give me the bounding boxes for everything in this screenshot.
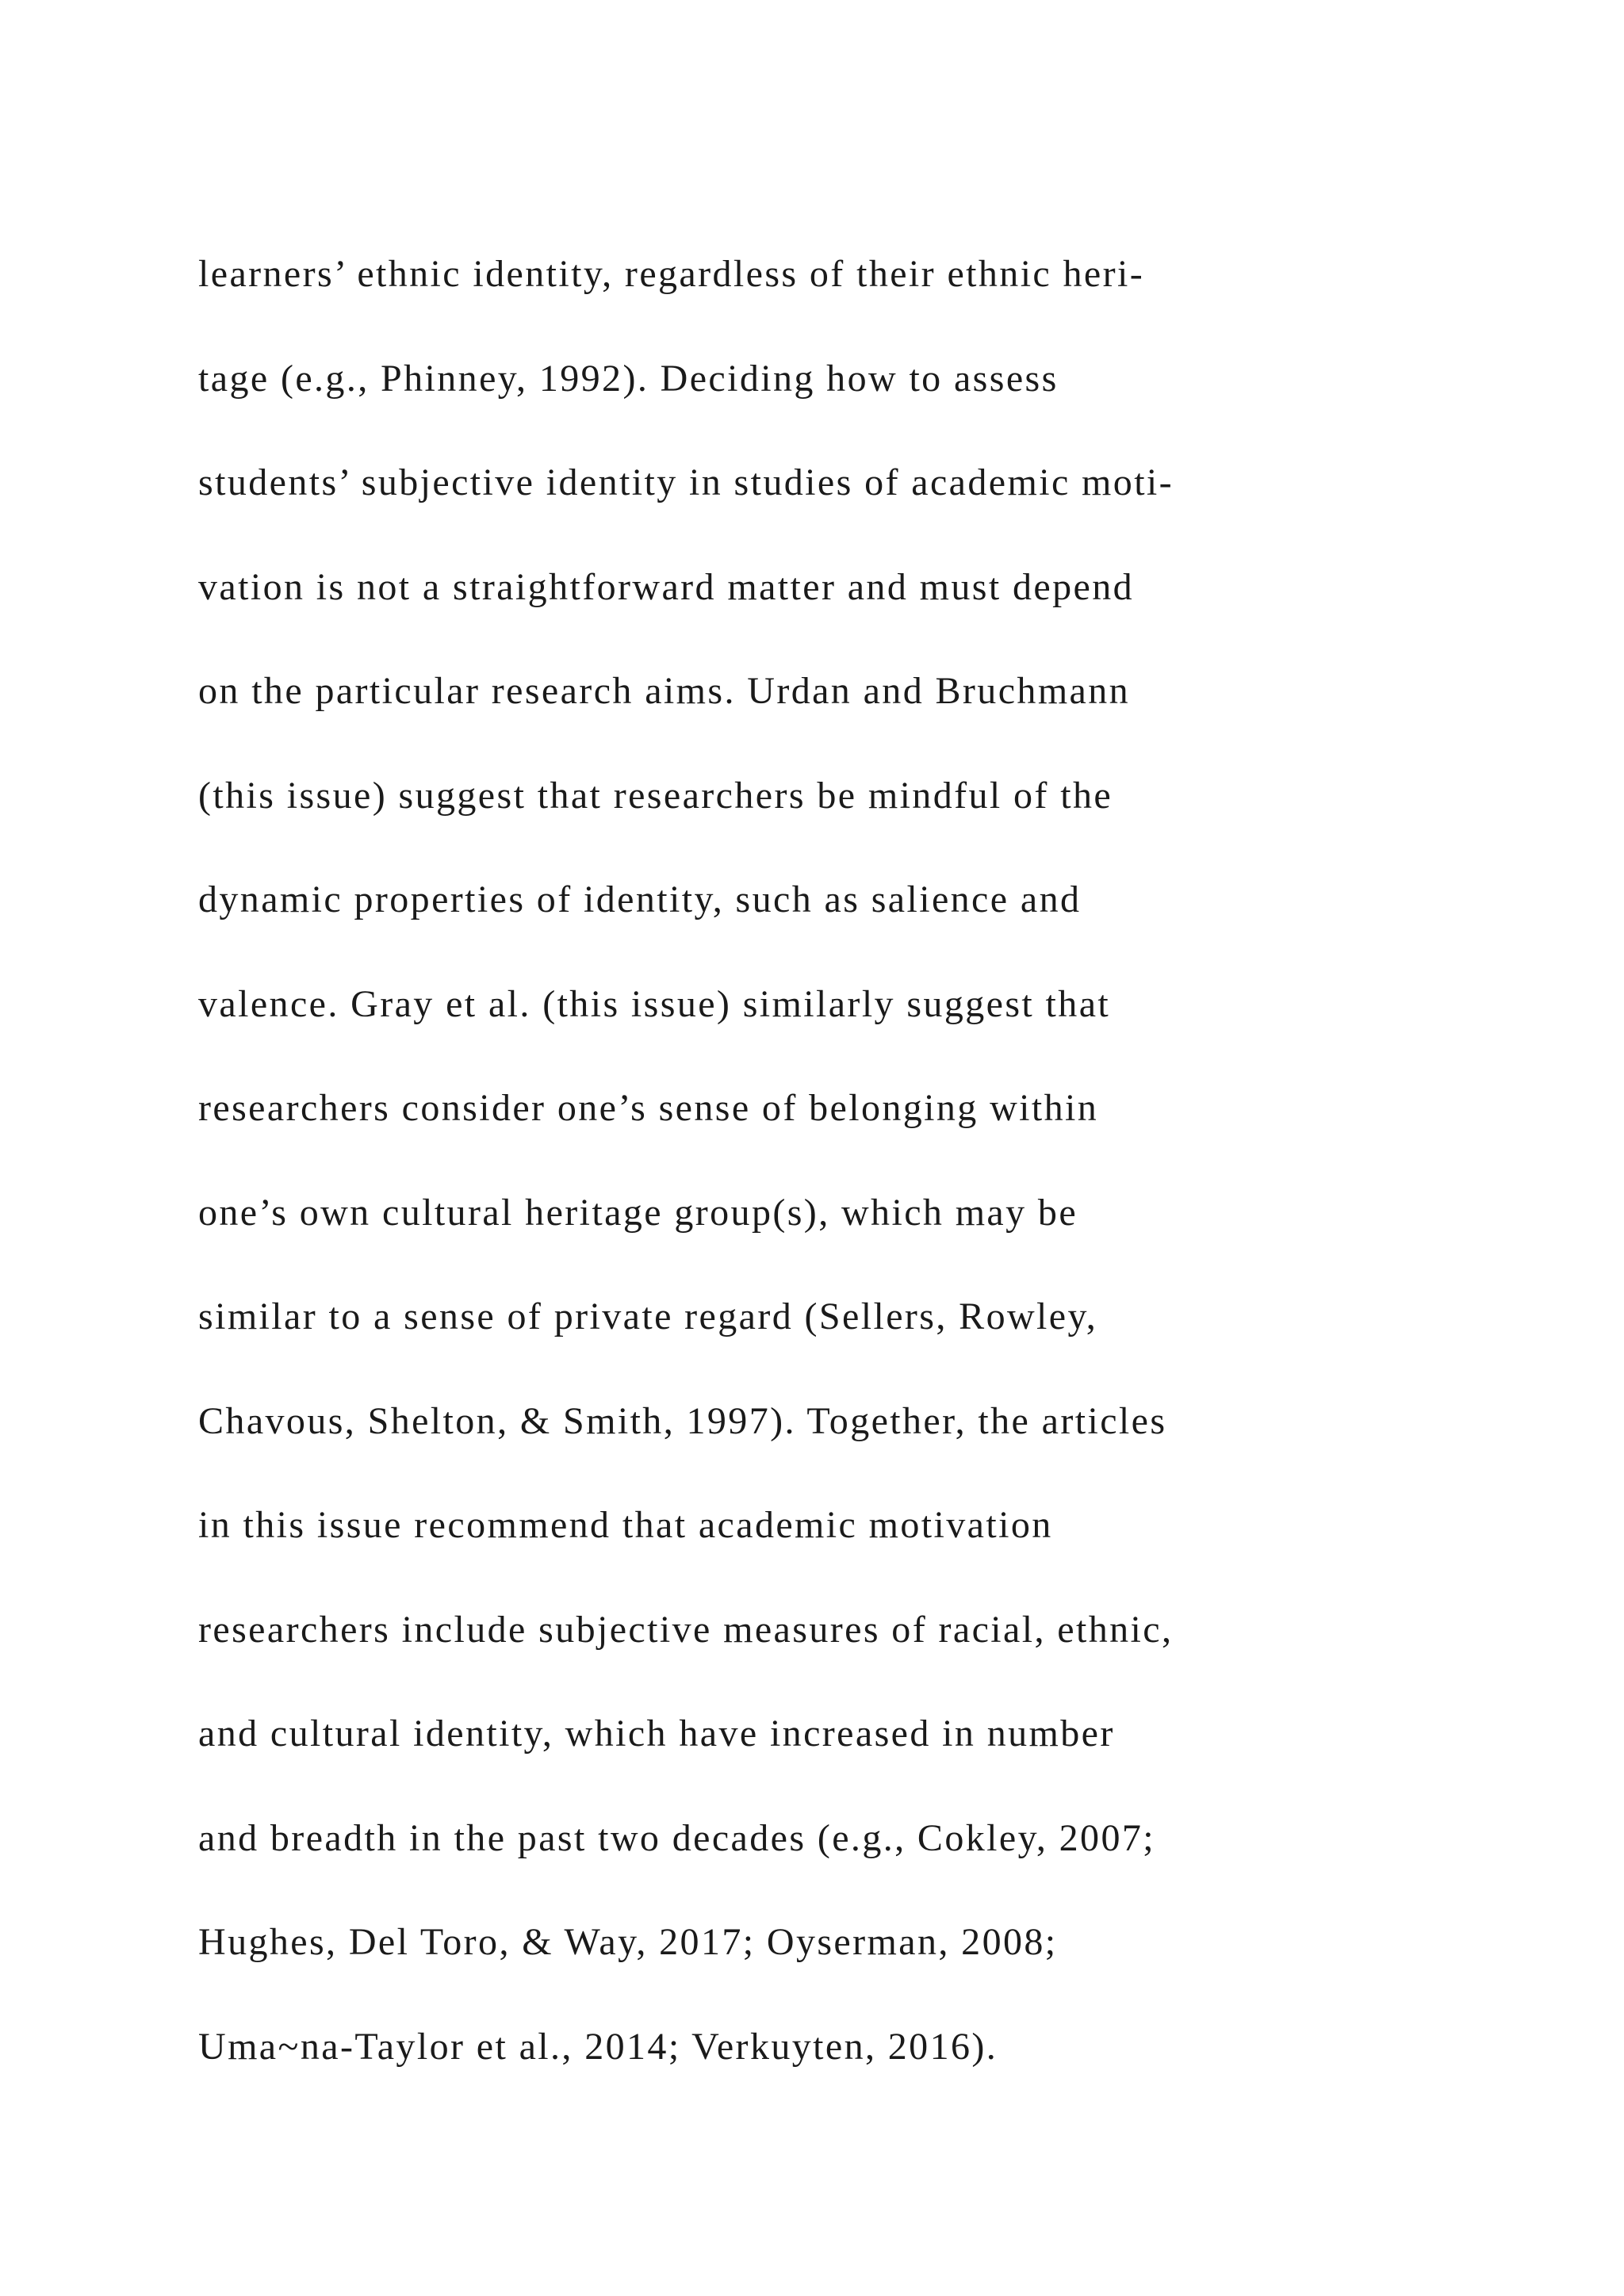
text-line: in this issue recommend that academic motivation (198, 1504, 1053, 1546)
text-line: vation is not a straightforward matter and must depend (198, 565, 1134, 608)
text-line: Uma~na-Taylor et al., 2014; Verkuyten, 2016). (198, 2025, 998, 2068)
text-line: Hughes, Del Toro, & Way, 2017; Oyserman, 2008; (198, 1921, 1058, 1963)
text-line: (this issue) suggest that researchers be mindful of the (198, 774, 1113, 817)
text-line: one’s own cultural heritage group(s), which may be (198, 1191, 1078, 1234)
text-line: and cultural identity, which have increased in number (198, 1712, 1115, 1755)
text-line: valence. Gray et al. (this issue) similarly suggest that (198, 982, 1111, 1025)
text-line: researchers consider one’s sense of belonging within (198, 1087, 1099, 1129)
text-line: learners’ ethnic identity, regardless of their ethnic heri- (198, 253, 1145, 295)
text-line: Chavous, Shelton, & Smith, 1997). Together, the articles (198, 1399, 1167, 1442)
body-paragraph (198, 246, 1546, 2122)
text-line: students’ subjective identity in studies of academic moti- (198, 461, 1174, 503)
text-line: on the particular research aims. Urdan and Bruchmann (198, 670, 1131, 712)
text-line: dynamic properties of identity, such as salience and (198, 878, 1082, 920)
text-line: similar to a sense of private regard (Sellers, Rowley, (198, 1295, 1098, 1337)
text-line: tage (e.g., Phinney, 1992). Deciding how to assess (198, 357, 1059, 400)
text-line: researchers include subjective measures of racial, ethnic, (198, 1608, 1174, 1651)
text-line: and breadth in the past two decades (e.g., Cokley, 2007; (198, 1816, 1155, 1859)
